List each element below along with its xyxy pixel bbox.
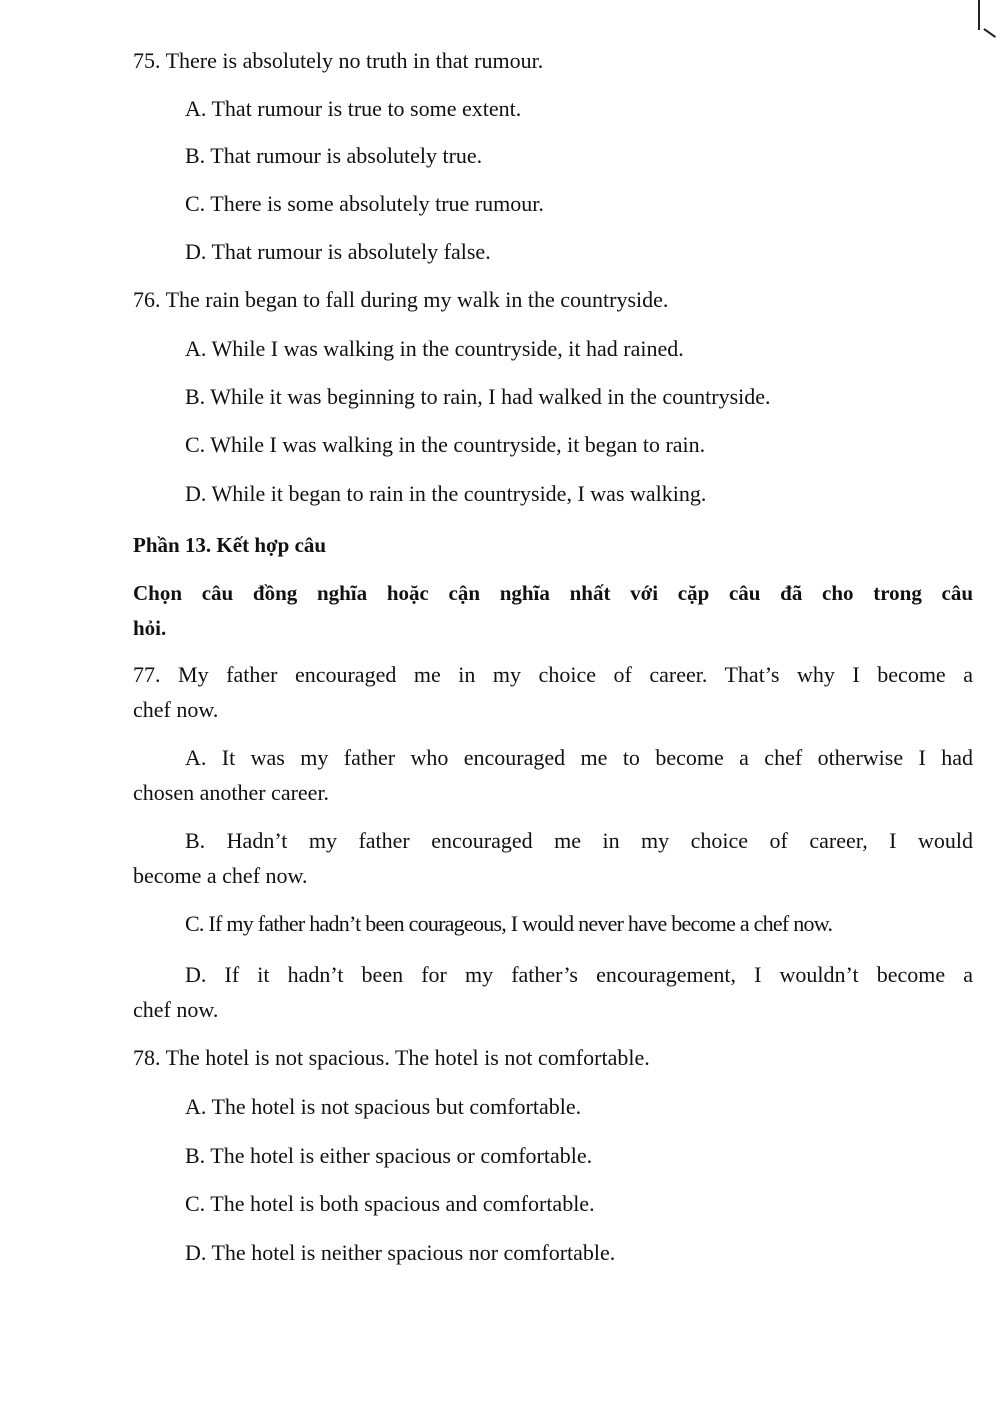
question-75-option-c: C. There is some absolutely true rumour. bbox=[185, 191, 544, 216]
question-75-option-a: A. That rumour is true to some extent. bbox=[185, 96, 522, 121]
question-76-option-c: C. While I was walking in the countryside, it began to rain. bbox=[185, 432, 706, 457]
question-78-option-d: D. The hotel is neither spacious nor comfortable. bbox=[185, 1240, 616, 1265]
question-77-option-a-line1: A. It was my father who encouraged me to become a chef otherwise I had bbox=[185, 745, 973, 770]
question-77-option-b-line2: become a chef now. bbox=[133, 863, 308, 888]
question-75-option-b: B. That rumour is absolutely true. bbox=[185, 143, 483, 168]
question-77-stem-line2: chef now. bbox=[133, 697, 219, 722]
question-78-option-c: C. The hotel is both spacious and comfortable. bbox=[185, 1191, 595, 1216]
scan-edge-mark bbox=[978, 0, 980, 30]
question-76-option-a: A. While I was walking in the countryside, it had rained. bbox=[185, 336, 684, 361]
section-instruction-line1: Chọn câu đồng nghĩa hoặc cận nghĩa nhất với cặp câu đã cho trong câu bbox=[133, 581, 973, 605]
question-75-stem: 75. There is absolutely no truth in that rumour. bbox=[133, 48, 544, 73]
section-title: Phần 13. Kết hợp câu bbox=[133, 533, 327, 557]
question-78-option-a: A. The hotel is not spacious but comfortable. bbox=[185, 1094, 582, 1119]
question-75-option-d: D. That rumour is absolutely false. bbox=[185, 239, 491, 264]
scan-corner-mark bbox=[983, 28, 996, 38]
question-76-option-b: B. While it was beginning to rain, I had walked in the countryside. bbox=[185, 384, 771, 409]
question-76-option-d: D. While it began to rain in the countryside, I was walking. bbox=[185, 481, 707, 506]
question-77-option-d-line1: D. If it hadn’t been for my father’s encouragement, I wouldn’t become a bbox=[185, 962, 973, 987]
question-77-stem-line1: 77. My father encouraged me in my choice of career. That’s why I become a bbox=[133, 662, 973, 687]
question-76-stem: 76. The rain began to fall during my walk in the countryside. bbox=[133, 287, 669, 312]
question-77-option-a-line2: chosen another career. bbox=[133, 780, 330, 805]
question-77-option-d-line2: chef now. bbox=[133, 997, 219, 1022]
section-instruction-line2: hỏi. bbox=[133, 616, 167, 640]
question-77-option-c: C. If my father hadn’t been courageous, I would never have become a chef now. bbox=[185, 911, 833, 936]
question-78-option-b: B. The hotel is either spacious or comfortable. bbox=[185, 1143, 593, 1168]
question-78-stem: 78. The hotel is not spacious. The hotel is not comfortable. bbox=[133, 1045, 650, 1070]
question-77-option-b-line1: B. Hadn’t my father encouraged me in my choice of career, I would bbox=[185, 828, 973, 853]
